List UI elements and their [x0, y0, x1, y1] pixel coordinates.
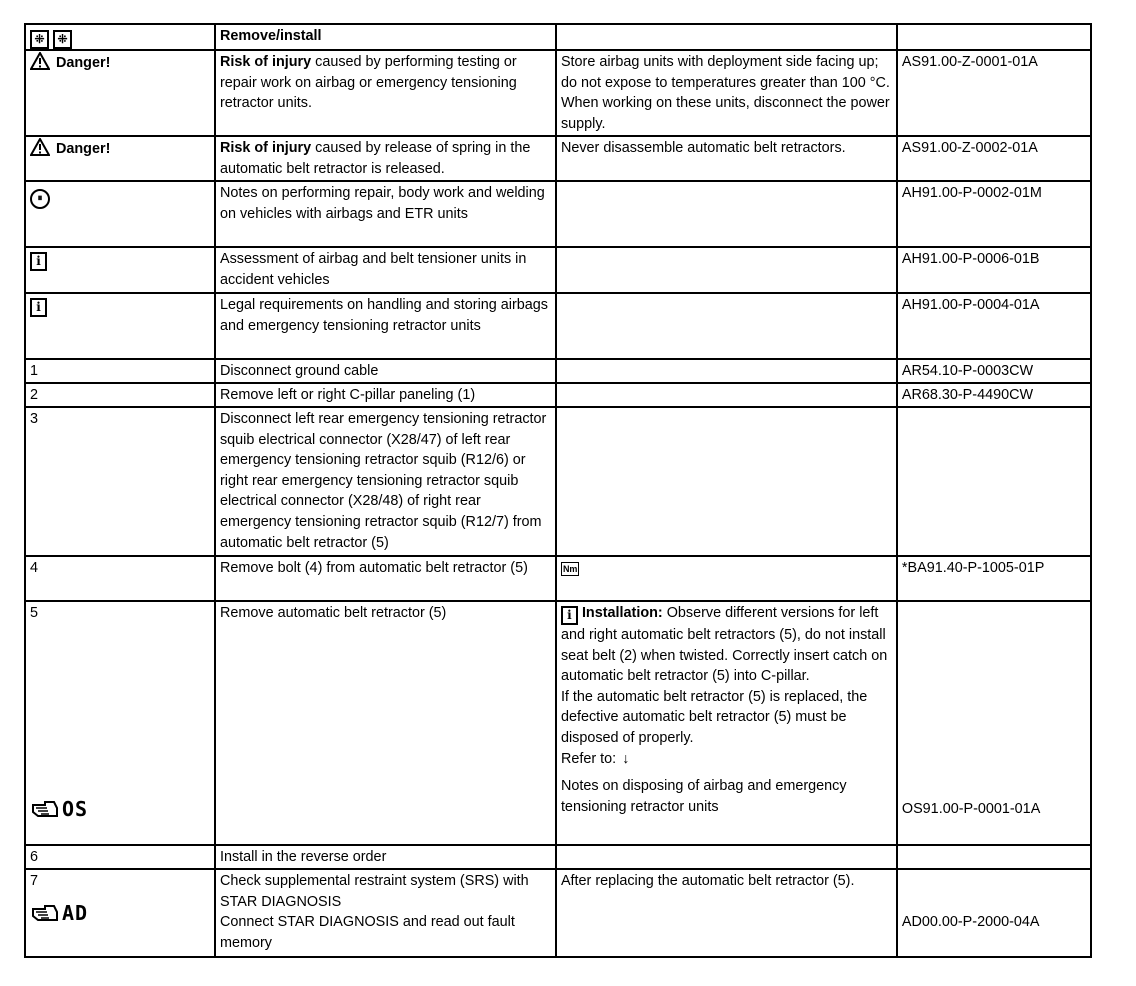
- step-number: 6: [25, 845, 215, 869]
- reference-cell: [897, 601, 1091, 845]
- os-badge-label: OS: [62, 797, 89, 821]
- pointing-hand-icon: [32, 800, 58, 818]
- reference-link: [897, 407, 1091, 556]
- step-number: 1: [25, 359, 215, 383]
- step-number: 4: [25, 556, 215, 601]
- icon-cell: [25, 247, 215, 293]
- step-note: [556, 181, 897, 247]
- srs-check-text: Check supplemental restraint system (SRS) with STAR DIAGNOSIS: [219, 873, 529, 910]
- step-description: Disconnect ground cable: [215, 359, 556, 383]
- step-note: [556, 293, 897, 359]
- header-title: Remove/install: [215, 24, 556, 50]
- table-row: [25, 181, 1091, 247]
- installation-text: Observe different versions for left and right automatic belt retractors (5), do not install seat belt (2) when twisted. Correctly insert catch on automatic belt retractor (5) into C-pillar.: [560, 605, 888, 685]
- replace-text: If the automatic belt retractor (5) is replaced, the defective automatic belt retractor (5) must be disposed of properly.: [560, 688, 868, 746]
- table-row: [25, 845, 1091, 869]
- table-header-row: [25, 24, 1091, 50]
- table-row: [25, 359, 1091, 383]
- table-row: [25, 50, 1091, 136]
- risk-label: Risk of injury: [219, 140, 312, 156]
- step-description: Remove bolt (4) from automatic belt retractor (5): [215, 556, 556, 601]
- table-row: [25, 383, 1091, 407]
- step-number: 2: [25, 383, 215, 407]
- warning-triangle-icon: [30, 138, 50, 156]
- arrow-down-icon: ↓: [622, 750, 630, 767]
- danger-label: Danger!: [56, 141, 111, 157]
- info-icon: i: [561, 606, 578, 625]
- reference-link[interactable]: AD00.00-P-2000-04A: [901, 914, 1040, 930]
- step-description: Remove automatic belt retractor (5): [215, 601, 556, 845]
- step-note: [556, 845, 897, 869]
- icon-cell: [25, 293, 215, 359]
- info-icon: i: [30, 298, 47, 317]
- reference-link: [897, 845, 1091, 869]
- step-note: [556, 601, 897, 845]
- reference-link[interactable]: AH91.00-P-0006-01B: [897, 247, 1091, 293]
- step-note: [556, 383, 897, 407]
- ad-reference-badge[interactable]: [32, 903, 88, 924]
- risk-label: Risk of injury: [219, 54, 312, 70]
- step-note: Store airbag units with deployment side facing up; do not expose to temperatures greater than 100 °C. When working on these units, disconnect the power supply.: [556, 50, 897, 136]
- step-note: [556, 247, 897, 293]
- table-row: [25, 407, 1091, 556]
- header-empty: [897, 24, 1091, 50]
- ad-badge-label: AD: [62, 901, 89, 925]
- table-row: [25, 556, 1091, 601]
- icon-cell: [25, 181, 215, 247]
- step-number-cell: [25, 601, 215, 845]
- danger-cell: [25, 136, 215, 181]
- step-note: [556, 556, 897, 601]
- step-number: 3: [25, 407, 215, 556]
- dispose-notes: Notes on disposing of airbag and emergency tensioning retractor units: [560, 778, 847, 815]
- header-icons-cell: [25, 24, 215, 50]
- danger-cell: [25, 50, 215, 136]
- step-number-cell: [25, 869, 215, 957]
- step-description: [215, 50, 556, 136]
- step-number: 7: [30, 873, 39, 889]
- step-description: Notes on performing repair, body work and welding on vehicles with airbags and ETR units: [215, 181, 556, 247]
- warning-triangle-icon: [30, 52, 50, 70]
- step-note: After replacing the automatic belt retractor (5).: [556, 869, 897, 957]
- reference-link[interactable]: OS91.00-P-0001-01A: [901, 801, 1041, 817]
- table-row: [25, 247, 1091, 293]
- vehicle-grid-icon: ⁜: [30, 30, 49, 49]
- torque-nm-icon[interactable]: Nm: [562, 564, 578, 574]
- step-note: Never disassemble automatic belt retractors.: [556, 136, 897, 181]
- table-row: [25, 136, 1091, 181]
- table-row: [25, 869, 1091, 957]
- reference-link[interactable]: AS91.00-Z-0001-01A: [897, 50, 1091, 136]
- table-row: [25, 601, 1091, 845]
- vehicle-grid-icon: ⁜: [53, 30, 72, 49]
- step-number: 5: [30, 605, 39, 621]
- info-icon: i: [30, 252, 47, 271]
- star-diagnosis-text: Connect STAR DIAGNOSIS and read out fault memory: [219, 914, 515, 951]
- reference-link[interactable]: AH91.00-P-0002-01M: [897, 181, 1091, 247]
- step-description: Disconnect left rear emergency tensioning retractor squib electrical connector (X28/47) of left rear emergency tensioning retractor squib (R12/6) or right rear emergency tensioning retractor squib electrical connector (X28/48) of right rear emergency tensioning retractor squib (R12/7) from automatic belt retractor (5): [215, 407, 556, 556]
- risk-text: caused by release of spring in the automatic belt retractor is released.: [219, 140, 531, 177]
- step-description: Install in the reverse order: [215, 845, 556, 869]
- step-description: Legal requirements on handling and storing airbags and emergency tensioning retractor units: [215, 293, 556, 359]
- pointing-hand-icon: [32, 904, 58, 922]
- reference-link[interactable]: AR54.10-P-0003CW: [897, 359, 1091, 383]
- step-description: Assessment of airbag and belt tensioner units in accident vehicles: [215, 247, 556, 293]
- step-description: Remove left or right C-pillar paneling (1): [215, 383, 556, 407]
- reference-link[interactable]: AR68.30-P-4490CW: [897, 383, 1091, 407]
- step-note: [556, 359, 897, 383]
- risk-text: caused by performing testing or repair work on airbag or emergency tensioning retractor units.: [219, 54, 517, 112]
- notes-circle-icon: ⏸: [30, 189, 50, 209]
- reference-link[interactable]: *BA91.40-P-1005-01P: [897, 556, 1091, 601]
- table-row: [25, 293, 1091, 359]
- danger-label: Danger!: [56, 55, 111, 71]
- os-reference-badge[interactable]: [32, 799, 88, 820]
- procedure-table: [24, 23, 1092, 958]
- step-description: [215, 136, 556, 181]
- step-note: [556, 407, 897, 556]
- installation-label: Installation:: [581, 605, 663, 621]
- reference-link[interactable]: AS91.00-Z-0002-01A: [897, 136, 1091, 181]
- step-description: [215, 869, 556, 957]
- refer-label: Refer to:: [560, 750, 617, 767]
- reference-link[interactable]: AH91.00-P-0004-01A: [897, 293, 1091, 359]
- header-empty: [556, 24, 897, 50]
- reference-cell: [897, 869, 1091, 957]
